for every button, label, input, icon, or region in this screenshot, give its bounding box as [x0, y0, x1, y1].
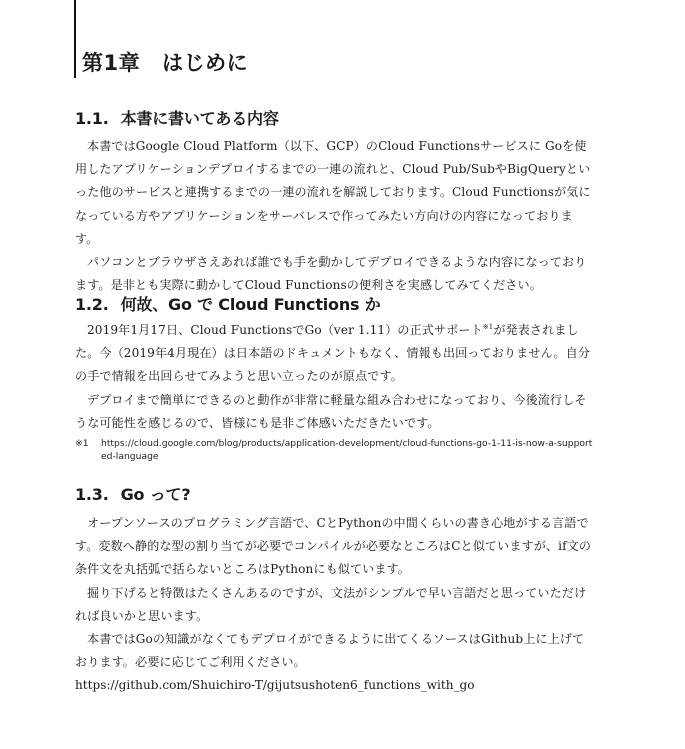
section-title: 本書に書いてある内容	[120, 109, 279, 128]
paragraph: パソコンとブラウザさえあれば誰でも手を動かしてデプロイできるような内容になっております。是非とも実際に動かしてCloud Functionsの便利さを実感してみてください。	[75, 255, 587, 293]
paragraph: 本書ではGoの知識がなくてもデプロイができるように出てくるソースはGithub上に上げております。必要に応じてご利用ください。	[75, 632, 585, 670]
section-1-2	[75, 293, 595, 463]
paragraph: 掘り下げると特徴はたくさんあるのですが、文法がシンプルで早い言語だと思っていただければ良いかと思います。	[75, 585, 587, 623]
section-number: 1.2.	[75, 295, 109, 314]
chapter-label: 第1章	[82, 51, 141, 75]
chapter-name: はじめに	[162, 51, 249, 75]
footnote-mark: ※1	[75, 438, 89, 450]
section-1-3	[75, 483, 595, 698]
footnote-reference[interactable]: ※1	[482, 322, 494, 331]
footnote-link[interactable]: https://cloud.google.com/blog/products/application-development/cloud-functions-go-1-11-is-now-a-supported-language	[101, 438, 593, 463]
section-title: 何故、Go で Cloud Functions か	[120, 295, 381, 314]
section-title: Go って?	[120, 485, 191, 504]
paragraph: デプロイまで簡単にできるのと動作が非常に軽量な組み合わせになっており、今後流行しそうな可能性を感じるので、皆様にも是非ご体感いただきたいです。	[75, 392, 587, 430]
paragraph	[75, 319, 595, 389]
footnote	[75, 437, 595, 463]
paragraph: オープンソースのプログラミング言語で、CとPythonの中間くらいの書き心地がする言語です。変数へ静的な型の割り当てが必要でコンパイルが必要なところはCと似ていますが、if文の条件文を丸括弧で括らないところはPythonにも似ています。	[75, 516, 592, 577]
github-url-link[interactable]: https://github.com/Shuichiro-T/gijutsushoten6_functions_with_go	[75, 678, 475, 693]
paragraph-text: 2019年1月17日、Cloud FunctionsでGo（ver 1.11）の正式サポート	[87, 323, 483, 337]
section-heading	[75, 293, 595, 317]
paragraph-text: が発表されました。今（2019年4月現在）は日本語のドキュメントもなく、情報も出回っておりません。自分の手で情報を出回らせてみようと思い立ったのが原点です。	[75, 323, 591, 384]
chapter-rule	[74, 0, 76, 78]
section-1-1	[75, 107, 595, 297]
section-number: 1.3.	[75, 485, 109, 504]
section-heading	[75, 483, 595, 507]
section-number: 1.1.	[75, 109, 109, 128]
paragraph: 本書ではGoogle Cloud Platform（以下、GCP）のCloud Functionsサービスに Goを使用したアプリケーションデプロイするまでの一連の流れと、Cloud Pub/SubやBigQueryといった他のサービスと連携するまでの一連の流れを解説しております。Cloud Functionsが気になっている方やアプリケーションをサーバレスで作ってみたい方向けの内容になっております。	[75, 139, 591, 246]
chapter-title	[82, 48, 248, 78]
section-heading	[75, 107, 595, 131]
